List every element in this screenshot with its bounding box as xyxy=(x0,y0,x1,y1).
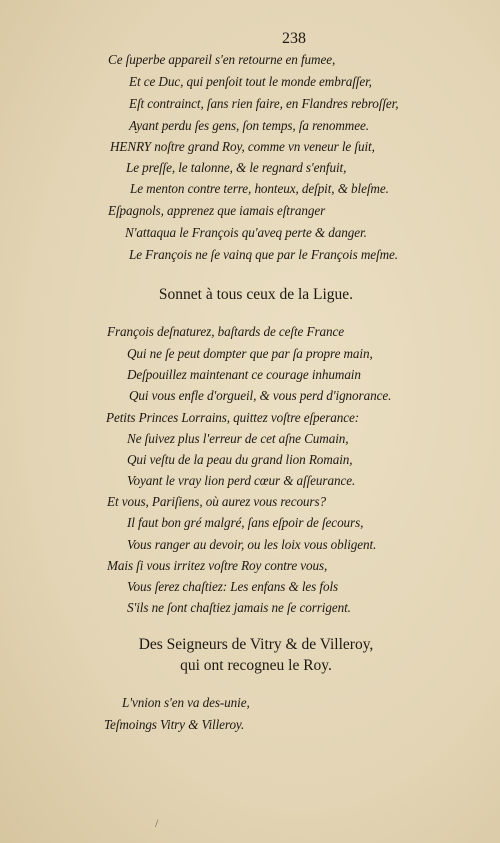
seigneurs-heading-line2: qui ont recogneu le Roy. xyxy=(180,657,332,674)
sonnet-line: Il faut bon gré malgré, ſans eſpoir de ſecours, xyxy=(127,515,364,530)
sonnet-line: Mais ſi vous irritez voſtre Roy contre vous, xyxy=(107,558,328,573)
page-number: 238 xyxy=(282,30,306,47)
sonnet-line: Vous ſerez chaſtiez: Les enfans & les fols xyxy=(127,579,339,594)
sonnet-line: Ne ſuivez plus l'erreur de cet aſne Cumain, xyxy=(127,431,349,446)
poem-line: Le menton contre terre, honteux, deſpit, & bleſme. xyxy=(130,181,389,196)
poem-line: L'vnion s'en va des-unie, xyxy=(122,695,250,710)
sonnet-heading: Sonnet à tous ceux de la Ligue. xyxy=(158,286,354,303)
sonnet-line: S'ils ne ſont chaſtiez jamais ne ſe corrigent. xyxy=(127,600,351,615)
sonnet-line: Qui ne ſe peut dompter que par ſa propre main, xyxy=(127,346,373,361)
sonnet-line: Petits Princes Lorrains, quittez voſtre eſperance: xyxy=(106,410,360,425)
poem-line: Teſmoings Vitry & Villeroy. xyxy=(104,717,245,732)
sonnet-line: Vous ranger au devoir, ou les loix vous obligent. xyxy=(127,537,377,552)
poem-line: Ayant perdu ſes gens, ſon temps, ſa renommee. xyxy=(129,118,369,133)
poem-line: Eſpagnols, apprenez que iamais eſtranger xyxy=(108,203,326,218)
sonnet-line: François deſnaturez, baſtards de ceſte France xyxy=(107,324,344,339)
poem-line: Et ce Duc, qui penſoit tout le monde embraſſer, xyxy=(129,74,372,89)
poem-line: Eſt contrainct, ſans rien faire, en Flandres rebroſſer, xyxy=(129,96,399,111)
poem-line: Le François ne ſe vainq que par le François meſme. xyxy=(129,247,398,262)
sonnet-line: Deſpouillez maintenant ce courage inhumain xyxy=(127,367,361,382)
seigneurs-heading: Des Seigneurs de Vitry & de Villeroy, xyxy=(138,636,374,653)
sonnet-line: Qui veſtu de la peau du grand lion Romain, xyxy=(127,452,353,467)
sonnet-line: Et vous, Pariſiens, où aurez vous recours? xyxy=(107,494,326,509)
poem-line: Le preſſe, le talonne, & le regnard s'enfuit, xyxy=(126,160,347,175)
poem-line: HENRY noſtre grand Roy, comme vn veneur le ſuit, xyxy=(110,139,375,154)
sonnet-line: Qui vous enfle d'orgueil, & vous perd d'ignorance. xyxy=(129,388,392,403)
poem-line: Ce ſuperbe appareil s'en retourne en fumee, xyxy=(108,52,336,67)
sonnet-line: Voyant le vray lion perd cœur & aſſeurance. xyxy=(127,473,356,488)
poem-line: N'attaqua le François qu'aveq perte & danger. xyxy=(125,225,367,240)
paper-mark: / xyxy=(155,816,159,830)
